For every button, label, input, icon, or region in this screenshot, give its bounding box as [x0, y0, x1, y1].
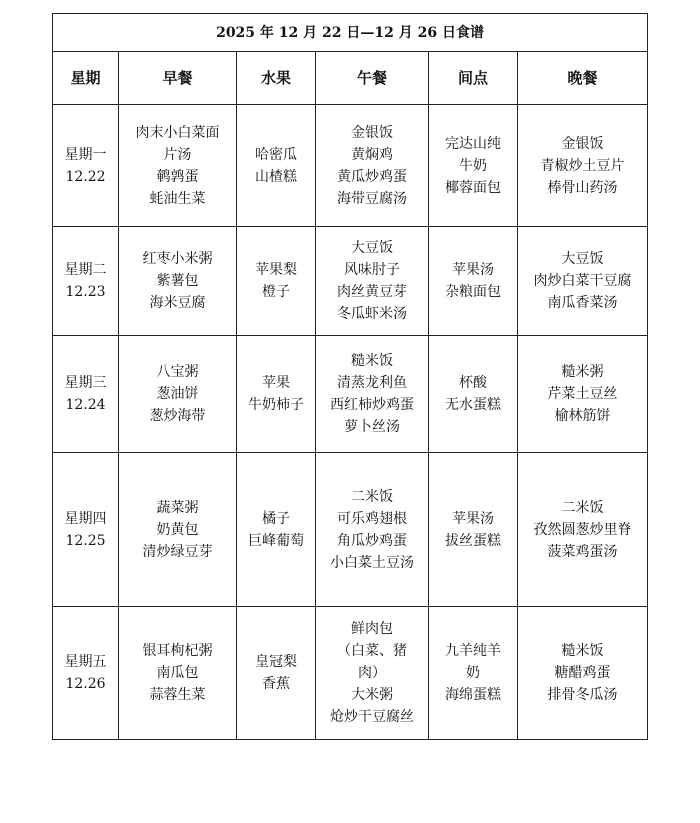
dinner-cell: 金银饭 青椒炒土豆片 棒骨山药汤 [518, 105, 648, 227]
dinner-cell: 二米饭 孜然圆葱炒里脊 菠菜鸡蛋汤 [518, 453, 648, 607]
breakfast-cell: 蔬菜粥 奶黄包 清炒绿豆芽 [119, 453, 237, 607]
table-row [53, 105, 648, 227]
header-breakfast: 早餐 [119, 52, 237, 105]
header-fruit: 水果 [237, 52, 316, 105]
breakfast-cell: 肉末小白菜面 片汤 鹌鹑蛋 蚝油生菜 [119, 105, 237, 227]
fruit-cell: 橘子 巨峰葡萄 [237, 453, 316, 607]
header-lunch: 午餐 [316, 52, 429, 105]
fruit-cell: 苹果梨 橙子 [237, 227, 316, 336]
header-snack: 间点 [429, 52, 518, 105]
fruit-cell: 皇冠梨 香蕉 [237, 607, 316, 740]
lunch-cell: 糙米饭 清蒸龙利鱼 西红柿炒鸡蛋 萝卜丝汤 [316, 336, 429, 453]
header-row [53, 52, 648, 105]
lunch-cell: 鲜肉包 （白菜、猪 肉） 大米粥 炝炒干豆腐丝 [316, 607, 429, 740]
breakfast-cell: 八宝粥 葱油饼 葱炒海带 [119, 336, 237, 453]
dinner-cell: 糙米饭 糖醋鸡蛋 排骨冬瓜汤 [518, 607, 648, 740]
day-cell: 星期二 12.23 [53, 227, 119, 336]
snack-cell: 苹果汤 拔丝蛋糕 [429, 453, 518, 607]
menu-title: 2025 年 12 月 22 日—12 月 26 日食谱 [53, 14, 648, 52]
table-row [53, 453, 648, 607]
day-cell: 星期三 12.24 [53, 336, 119, 453]
dinner-cell: 大豆饭 肉炒白菜干豆腐 南瓜香菜汤 [518, 227, 648, 336]
dinner-cell: 糙米粥 芹菜土豆丝 榆林筋饼 [518, 336, 648, 453]
lunch-cell: 二米饭 可乐鸡翅根 角瓜炒鸡蛋 小白菜土豆汤 [316, 453, 429, 607]
snack-cell: 完达山纯 牛奶 椰蓉面包 [429, 105, 518, 227]
day-cell: 星期四 12.25 [53, 453, 119, 607]
header-weekday: 星期 [53, 52, 119, 105]
breakfast-cell: 红枣小米粥 紫薯包 海米豆腐 [119, 227, 237, 336]
snack-cell: 杯酸 无水蛋糕 [429, 336, 518, 453]
day-cell: 星期一 12.22 [53, 105, 119, 227]
fruit-cell: 苹果 牛奶柿子 [237, 336, 316, 453]
menu-table [52, 13, 648, 740]
header-dinner: 晚餐 [518, 52, 648, 105]
table-row [53, 607, 648, 740]
lunch-cell: 大豆饭 风味肘子 肉丝黄豆芽 冬瓜虾米汤 [316, 227, 429, 336]
table-row [53, 336, 648, 453]
day-cell: 星期五 12.26 [53, 607, 119, 740]
table-row [53, 227, 648, 336]
snack-cell: 九羊纯羊 奶 海绵蛋糕 [429, 607, 518, 740]
fruit-cell: 哈密瓜 山楂糕 [237, 105, 316, 227]
breakfast-cell: 银耳枸杞粥 南瓜包 蒜蓉生菜 [119, 607, 237, 740]
lunch-cell: 金银饭 黄焖鸡 黄瓜炒鸡蛋 海带豆腐汤 [316, 105, 429, 227]
snack-cell: 苹果汤 杂粮面包 [429, 227, 518, 336]
